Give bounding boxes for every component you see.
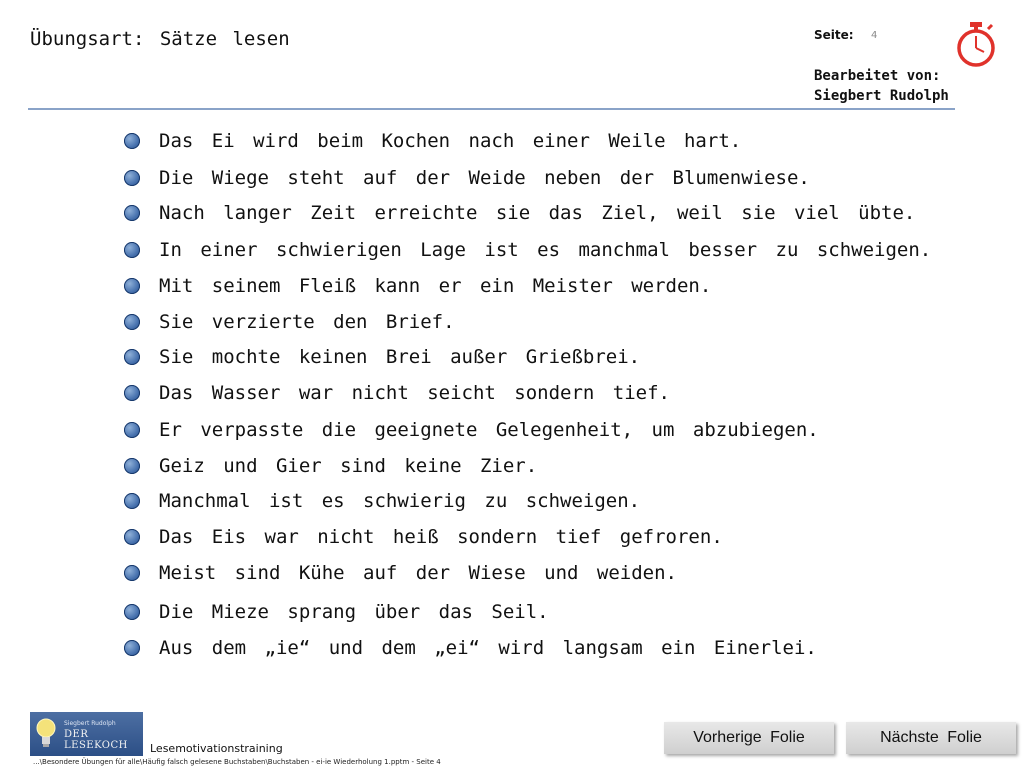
bullet-dot-icon[interactable] [124, 604, 140, 620]
bullet-dot-icon[interactable] [124, 640, 140, 656]
sentence-text: Das Eis war nicht heiß sondern tief gefroren. [159, 526, 723, 548]
logo-author: Siegbert Rudolph [64, 720, 116, 727]
sentence-item[interactable] [124, 524, 723, 550]
author-label: Bearbeitet von: [814, 68, 941, 84]
bullet-dot-icon[interactable] [124, 458, 140, 474]
sentence-item[interactable] [124, 128, 741, 154]
bullet-dot-icon[interactable] [124, 349, 140, 365]
page-label: Seite: [814, 28, 854, 42]
sentence-text: In einer schwierigen Lage ist es manchmal besser zu schweigen. [159, 239, 932, 261]
author-name: Siegbert Rudolph [814, 88, 949, 104]
sentence-text: Nach langer Zeit erreichte sie das Ziel, weil sie viel übte. [159, 202, 916, 224]
bullet-dot-icon[interactable] [124, 493, 140, 509]
bullet-dot-icon[interactable] [124, 170, 140, 186]
sentence-item[interactable] [124, 237, 931, 263]
bullet-dot-icon[interactable] [124, 565, 140, 581]
logo-brand: DER LESEKOCH [64, 729, 128, 751]
bullet-dot-icon[interactable] [124, 278, 140, 294]
page-number: 4 [871, 30, 878, 41]
sentence-text: Aus dem „ie“ und dem „ei“ wird langsam ein Einerlei. [159, 637, 817, 659]
page-title: Übungsart: Sätze lesen [30, 28, 290, 50]
bullet-dot-icon[interactable] [124, 529, 140, 545]
bullet-dot-icon[interactable] [124, 242, 140, 258]
sentence-text: Geiz und Gier sind keine Zier. [159, 455, 538, 477]
sentence-item[interactable] [124, 273, 711, 299]
sentence-item[interactable] [124, 309, 455, 335]
sentence-item[interactable] [124, 200, 915, 226]
sentence-text: Die Wiege steht auf der Weide neben der Blumenwiese. [159, 167, 810, 189]
bullet-dot-icon[interactable] [124, 385, 140, 401]
sentence-text: Meist sind Kühe auf der Wiese und weiden. [159, 562, 677, 584]
sentence-text: Das Ei wird beim Kochen nach einer Weile hart. [159, 130, 742, 152]
lesekoch-logo [30, 712, 143, 756]
sentence-text: Die Mieze sprang über das Seil. [159, 601, 549, 623]
sentence-item[interactable] [124, 560, 677, 586]
stopwatch-icon[interactable] [952, 20, 1000, 68]
sentence-text: Er verpasste die geeignete Gelegenheit, um abzubiegen. [159, 419, 819, 441]
next-slide-button[interactable]: Nächste Folie [846, 722, 1016, 754]
sentence-item[interactable] [124, 635, 817, 661]
sentence-text: Mit seinem Fleiß kann er ein Meister werden. [159, 275, 712, 297]
bullet-dot-icon[interactable] [124, 205, 140, 221]
sentence-item[interactable] [124, 599, 549, 625]
sentence-item[interactable] [124, 488, 640, 514]
footer-title: Lesemotivationstraining [150, 742, 283, 755]
sentence-item[interactable] [124, 380, 670, 406]
bullet-dot-icon[interactable] [124, 133, 140, 149]
sentence-item[interactable] [124, 344, 640, 370]
previous-slide-button[interactable]: Vorherige Folie [664, 722, 834, 754]
sentence-item[interactable] [124, 165, 810, 191]
sentence-text: Manchmal ist es schwierig zu schweigen. [159, 490, 641, 512]
bullet-dot-icon[interactable] [124, 422, 140, 438]
sentence-list [124, 0, 944, 680]
bullet-dot-icon[interactable] [124, 314, 140, 330]
sentence-item[interactable] [124, 417, 819, 443]
sentence-text: Sie verzierte den Brief. [159, 311, 455, 333]
footer-file-path: ...\Besondere Übungen für alle\Häufig falsch gelesene Buchstaben\Buchstaben - ei-ie Wiederholung 1.pptm - Seite 4 [33, 758, 441, 766]
sentence-item[interactable] [124, 453, 537, 479]
lightbulb-icon [34, 716, 58, 750]
sentence-text: Das Wasser war nicht seicht sondern tief. [159, 382, 670, 404]
sentence-text: Sie mochte keinen Brei außer Grießbrei. [159, 346, 641, 368]
